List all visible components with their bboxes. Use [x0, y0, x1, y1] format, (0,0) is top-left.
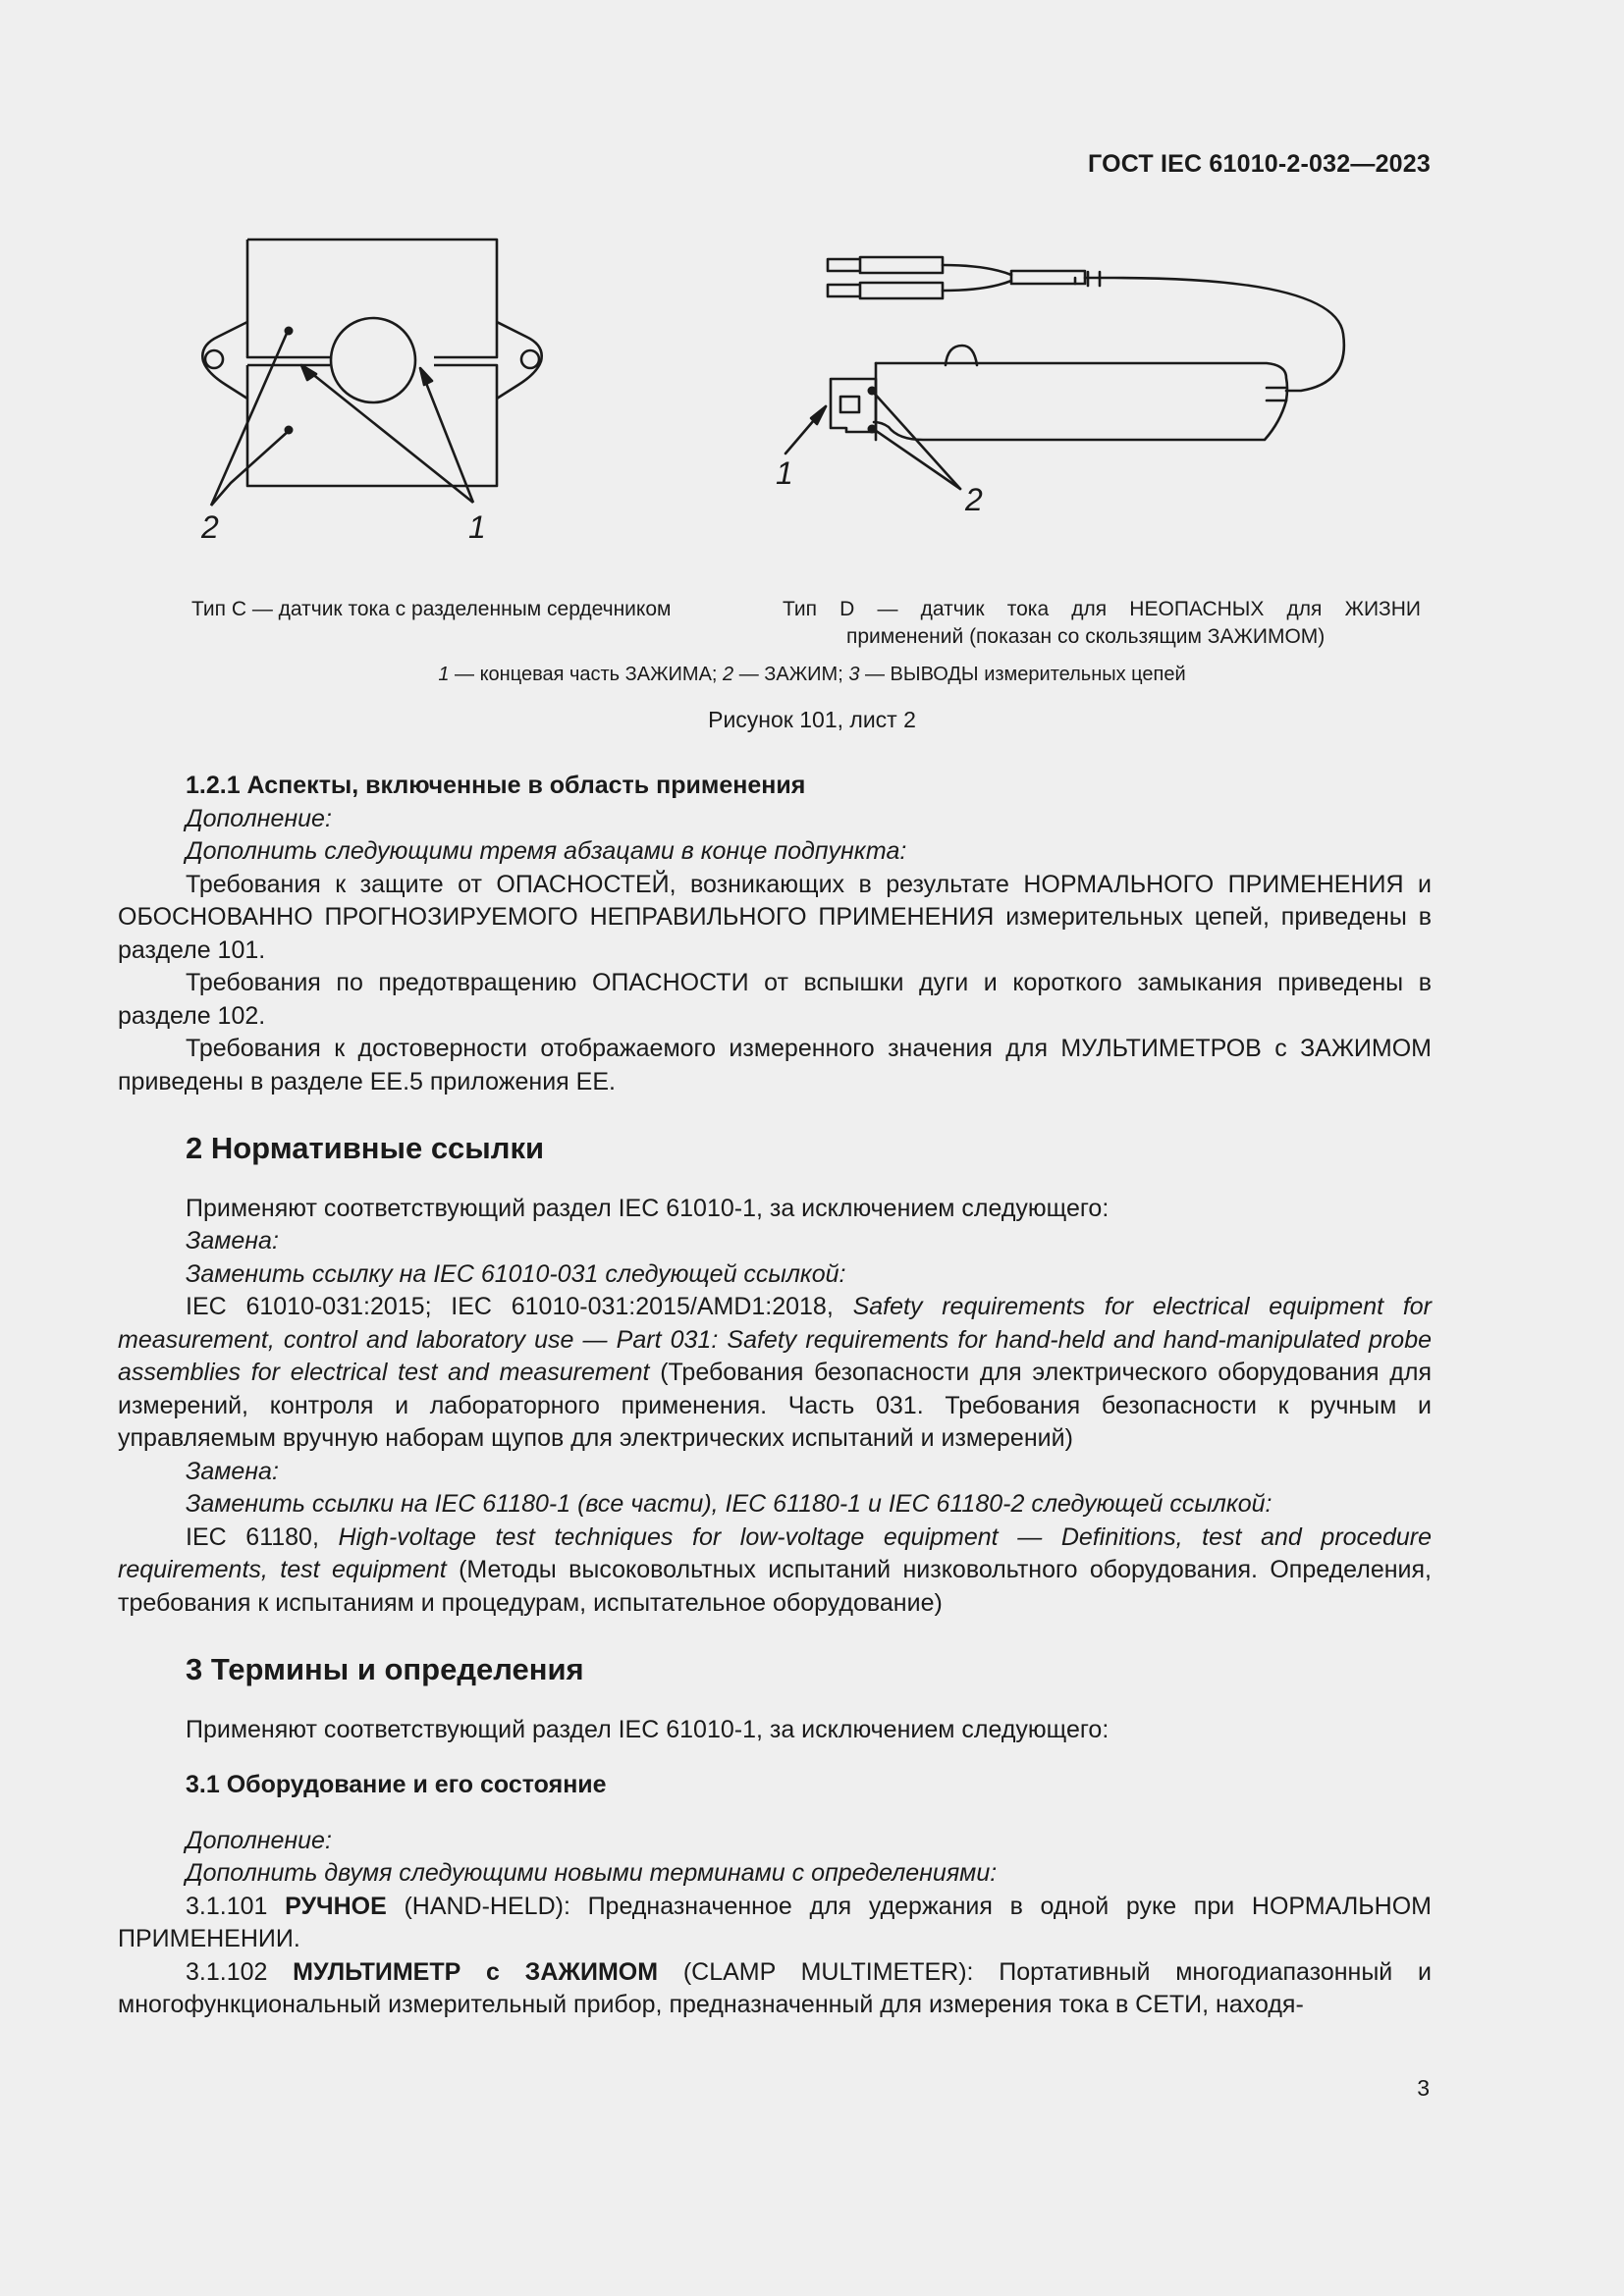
heading-section-2: 2 Нормативные ссылки — [186, 1131, 545, 1165]
right-lower-dot — [868, 425, 877, 434]
addition-instruction: Дополнить следующими тремя абзацами в конце подпункта: — [186, 837, 907, 865]
term-3-1-102: 3.1.102 МУЛЬТИМЕТР с ЗАЖИМОМ (CLAMP MULTIMETER): Портативный многодиапазонный и многофункциональный измерительный прибор, предназначенный для измерения тока в СЕТИ, находя- — [118, 1957, 1432, 2018]
addition-label: Дополнение: — [186, 804, 332, 832]
left-upper-dot — [285, 327, 294, 336]
main-text — [118, 766, 1432, 2022]
left-label-2: 2 — [201, 509, 219, 545]
addition-label: Дополнение: — [186, 1826, 332, 1854]
replacement-instruction: Заменить ссылку на IEC 61010-031 следующей ссылкой: — [186, 1259, 846, 1288]
type-c-current-sensor-drawing — [202, 240, 541, 506]
right-label-2: 2 — [965, 482, 983, 517]
addition-instruction: Дополнить двумя следующими новыми терминами с определениями: — [186, 1859, 998, 1887]
right-label-1: 1 — [776, 455, 793, 491]
document-code-header: ГОСТ IEC 61010-2-032—2023 — [1088, 150, 1431, 178]
left-label-1: 1 — [468, 509, 486, 545]
caption-type-d-line2: применений (показан со скользящим ЗАЖИМОМ) — [846, 625, 1326, 648]
type-d-current-sensor-drawing — [785, 257, 1344, 489]
replacement-instruction: Заменить ссылки на IEC 61180-1 (все части), IEC 61180-1 и IEC 61180-2 следующей ссылкой: — [186, 1490, 1272, 1518]
replacement-label: Замена: — [186, 1457, 279, 1485]
right-upper-dot — [868, 387, 877, 396]
heading-3-1: 3.1 Оборудование и его состояние — [186, 1771, 607, 1798]
page-number: 3 — [1417, 2075, 1430, 2101]
caption-type-d-line1: Тип D — датчик тока для НЕОПАСНЫХ для ЖИЗНИ — [783, 598, 1421, 620]
figure-title: Рисунок 101, лист 2 — [708, 707, 916, 732]
paragraph: Требования по предотвращению ОПАСНОСТИ от вспышки дуги и короткого замыкания приведены в разделе 102. — [118, 969, 1432, 1030]
caption-type-c: Тип C — датчик тока с разделенным сердечником — [191, 598, 672, 620]
heading-1-2-1: 1.2.1 Аспекты, включенные в область применения — [186, 772, 806, 799]
reference-iec-61010-031: IEC 61010-031:2015; IEC 61010-031:2015/AMD1:2018, Safety requirements for electrical equipment for measurement, control and laboratory use — Part 031: Safety requirements for hand-held and hand-manipulated probe assemblies for electrical test and measurement (Требования безопасности для электрического оборудования для измерений, контроля и лабораторного применения. Часть 031. Требования безопасности к ручным и управляемым вручную наборам щупов для электрических испытаний и измерений) — [118, 1293, 1432, 1452]
reference-iec-61180: IEC 61180, High-voltage test techniques for low-voltage equipment — Definitions, test and procedure requirements, test equipment (Методы высоковольтных испытаний низковольтного оборудования. Определения, требования к испытаниям и процедурам, испытательное оборудование) — [118, 1522, 1433, 1617]
paragraph: Требования к защите от ОПАСНОСТЕЙ, возникающих в результате НОРМАЛЬНОГО ПРИМЕНЕНИЯ и ОБОСНОВАННО ПРОГНОЗИРУЕМОГО НЕПРАВИЛЬНОГО ПРИМЕНЕНИЯ измерительных цепей, приведены в разделе 101. — [118, 870, 1432, 964]
paragraph: Требования к достоверности отображаемого измеренного значения для МУЛЬТИМЕТРОВ с ЗАЖИМОМ приведены в разделе ЕЕ.5 приложения ЕЕ. — [118, 1035, 1432, 1095]
figure-101-sheet-2 — [0, 0, 1624, 746]
heading-section-3: 3 Термины и определения — [186, 1652, 584, 1686]
paragraph: Применяют соответствующий раздел IEC 61010-1, за исключением следующего: — [186, 1715, 1110, 1743]
term-3-1-101: 3.1.101 РУЧНОЕ (HAND-HELD): Предназначенное для удержания в одной руке при НОРМАЛЬНОМ ПРИМЕНЕНИИ. — [118, 1892, 1432, 1952]
figure-drawing — [0, 0, 1624, 746]
paragraph: Применяют соответствующий раздел IEC 61010-1, за исключением следующего: — [186, 1194, 1110, 1222]
figure-legend: 1 — концевая часть ЗАЖИМА; 2 — ЗАЖИМ; 3 — ВЫВОДЫ измерительных цепей — [438, 664, 1186, 685]
left-lower-dot — [285, 426, 294, 435]
replacement-label: Замена: — [186, 1227, 279, 1255]
